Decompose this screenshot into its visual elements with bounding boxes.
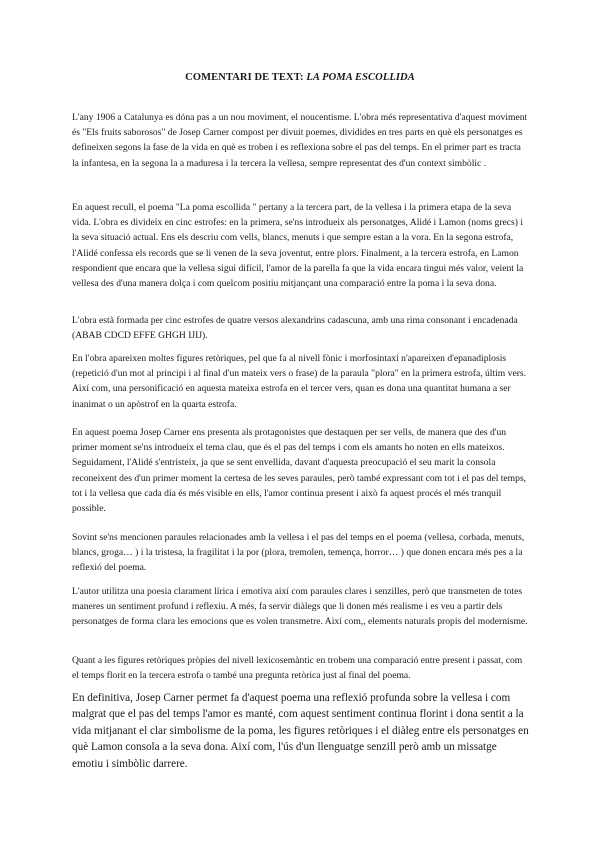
paragraph-6: Sovint se'ns mencionen paraules relacionades amb la vellesa i el pas del temps en el poema (vellesa, corbada, menuts, blancs, groga… ) i la tristesa, la fragilitat i la por (plora, tremolen, temença, horror… ) que donen encara més pes a la reflexió del poema.: [72, 532, 525, 574]
paragraph-7: L'autor utilitza una poesia clarament lírica i emotiva així com paraules clares i senzilles, però que transmeten de totes maneres un sentiment profund i reflexiu. A més, fa servir diàlegs que li donen més realisme i es veu a partir dels personatges de forma clara les emocions que es volen transmetre. Així com,, elements naturals propis del modernisme.: [72, 586, 528, 628]
paragraph-8: Quant a les figures retòriques pròpies del nivell lexicosemàntic en trobem una comparació entre present i passat, com el temps florit en la tercera estrofa o també una pregunta retòrica just al final del poema.: [72, 655, 523, 682]
paragraph-5: En aquest poema Josep Carner ens presenta als protagonistes que destaquen per ser vells, de manera que des d'un primer moment se'ns introdueix el tema clau, que és el pas del temps i com els amants ho noten en ells mateixos. Seguidament, l'Alidé s'entristeix, ja que se sent envellida, davant d'aquesta preocupació el seu marit la consola reconeixent des d'un primer moment la certesa de les seves paraules, però també expressant com tot i el pas del temps, tot i la vellesa que cada dia és més visible en ells, l'amor continua present i això fa aquest procés el més tranquil possible.: [72, 427, 527, 515]
title-bold-part: COMENTARI DE TEXT:: [185, 72, 304, 83]
paragraph-1: L'any 1906 a Catalunya es dóna pas a un nou moviment, el noucentisme. L'obra més representativa d'aquest moviment és "Els fruits saborosos" de Josep Carner compost per divuit poemes, dividides en tres parts en què els personatges es defineixen segons la fase de la vida en què es troben i es reflexiona sobre el pas del temps. En el primer part es tracta la infantesa, en la segona la a maduresa i la tercera la vellesa, sempre representat des d'un context simbòlic .: [72, 112, 528, 169]
title-italic-part: LA POMA ESCOLLIDA: [306, 72, 415, 83]
paragraph-9: En definitiva, Josep Carner permet fa d'aquest poema una reflexió profunda sobre la vellesa i com malgrat que el pas del temps l'amor es manté, com aquest sentiment continua florint i dona sentit a la vida mitjanant el clar simbolisme de la poma, les figures retòriques i el diàleg entre els personatges en què Lamon consola a la seva dona. Així com, l'ús d'un llenguatge senzill però amb un missatge emotiu i simbòlic darrere.: [72, 692, 529, 770]
paragraph-4: En l'obra apareixen moltes figures retòriques, pel que fa al nivell fònic i morfosintaxi n'apareixen d'epanadiplosis (repetició d'un mot al principi i al final d'un mateix vers o frase) de la paraula "plora" en la primera estrofa, últim vers. Així com, una personificació en aquesta mateixa estrofa en el tercer vers, quan es dona una quantitat humana a ser inanimat o un apòstrof en la quarta estrofa.: [72, 353, 527, 410]
document-title: [0, 72, 600, 83]
paragraph-3: L'obra està formada per cinc estrofes de quatre versos alexandrins cadascuna, amb una rima consonant i encadenada (ABAB CDCD EFFE GHGH IJIJ).: [72, 315, 518, 342]
paragraph-2: En aquest recull, el poema "La poma escollida " pertany a la tercera part, de la vellesa i la primera etapa de la seva vida. L'obra es divideix en cinc estrofes: en la primera, se'ns introdueix als personatges, Alidé i Lamon (noms grecs) i la seva situació actual. Ens els descriu com vells, blancs, menuts i que sempre estan a la vora. En la segona estrofa, l'Alidé confessa els records que se li venen de la seva joventut, entre plors. Finalment, a la tercera estrofa, en Lamon respondient que encara que la vellesa sigui difícil, l'amor de la parella fa que la vida encara tingui més valor, veient la vellesa des d'una manera dolça i com quelcom positiu mitjançant una comparació entre la poma i la seva dona.: [72, 202, 524, 290]
